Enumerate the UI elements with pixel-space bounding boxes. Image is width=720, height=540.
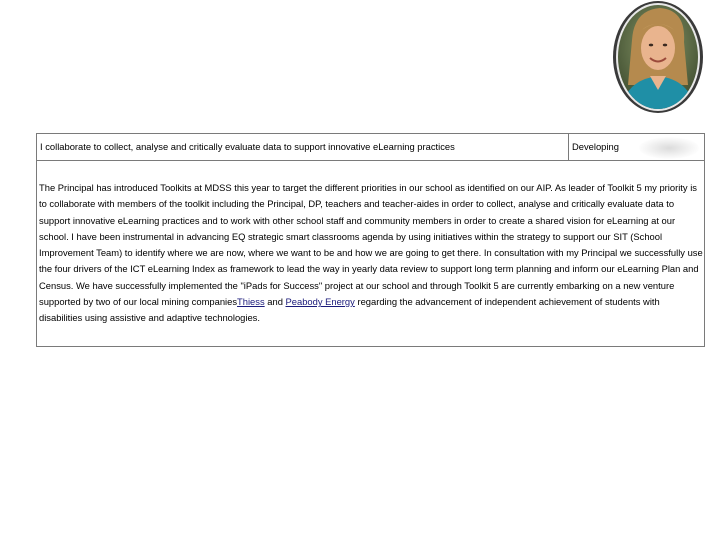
criteria-cell: I collaborate to collect, analyse and critically evaluate data to support innovative eLearning practices — [37, 134, 569, 160]
avatar-photo-icon — [612, 0, 704, 114]
status-cell: Developing — [572, 141, 619, 152]
narrative-part-3: regarding the advancement of independent achievement of students with disabilities using assistive and adaptive technologies. — [39, 296, 660, 324]
narrative-text — [39, 180, 703, 327]
smudge-mark — [639, 137, 699, 159]
narrative-part-1: The Principal has introduced Toolkits at MDSS this year to target the different priorities in our school as identified on our AIP. As leader of Toolkit 5 my priority is to collaborate with members of the toolkit including the Principal, DP, teachers and teacher-aides in order to collect, analyse and critically evaluate data to support innovative eLearning practices and to work with other school staff and community members in order to create a shared vision for eLearning at our school. I have been instrumental in advancing EQ strategic smart classrooms agenda by using initiatives within the strategy to support our SIT (School Improvement Team) to identify where we are now, where we want to be and how we are going to get there. In consultation with my Principal we successfully use the four drivers of the ICT eLearning Index as framework to lead the way in yearly data review to support long term planning and inform our eLearning Plan and Census. We have successfully implemented the "iPads for Success" project at our school and through Toolkit 5 are currently embarking on a new venture supported by two of our local mining companies — [39, 182, 703, 308]
peabody-energy-link[interactable]: Peabody Energy — [285, 296, 355, 308]
thiess-link[interactable]: Thiess — [237, 296, 265, 308]
criteria-row — [37, 134, 704, 161]
narrative-part-2: and — [264, 296, 286, 308]
narrative-row — [37, 160, 704, 346]
avatar — [612, 0, 704, 114]
reflection-table — [36, 133, 705, 347]
